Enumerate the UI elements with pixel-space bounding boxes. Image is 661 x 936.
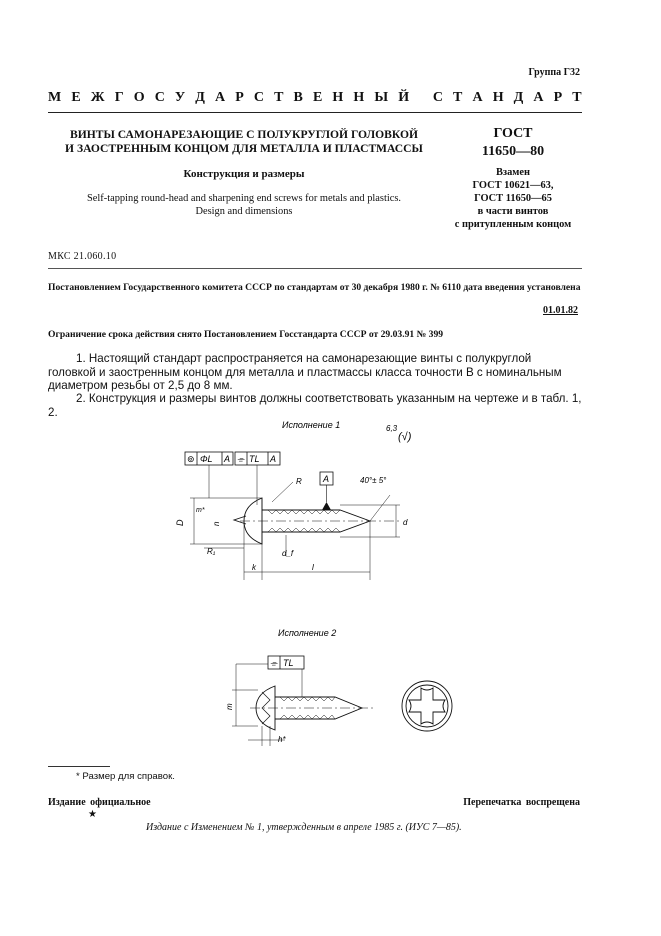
replaces-line: Взамен: [496, 167, 530, 178]
gost-number: 11650—80: [481, 144, 545, 159]
limit-removed-text: Ограничение срока действия снято Постановлением Госстандарта СССР от 29.03.91 № 399: [48, 329, 444, 340]
gost-label: ГОСТ: [493, 126, 533, 141]
label-r: R: [296, 477, 302, 486]
replaces-line: ГОСТ 10621—63,: [472, 180, 554, 191]
label-df: d_f: [282, 549, 294, 558]
cross-recess-view: [402, 681, 452, 731]
banner-letter: А: [472, 90, 483, 105]
banner-letter: Е: [312, 90, 323, 105]
variant-2-label: Исполнение 2: [278, 628, 337, 638]
title-line-1: ВИНТЫ САМОНАРЕЗАЮЩИЕ С ПОЛУКРУГЛОЙ ГОЛОВКОЙ: [69, 128, 419, 141]
banner-letter: Ы: [374, 90, 389, 105]
screw-2-body: [232, 664, 375, 746]
replaces-line: с притупленным концом: [454, 219, 572, 230]
label-m-star: m*: [196, 507, 205, 514]
label-n: n: [212, 521, 221, 526]
paragraph-1: 1. Настоящий стандарт распространяется на самонарезающие винты с полукруглой головкой и заостренным концом для металла и пластмассы класса точности В с номинальным диаметром резьбы от 2,5 до 8 мм.: [48, 352, 562, 393]
mks-code: МКС 21.060.10: [48, 251, 117, 262]
tol-datum-a: A: [224, 454, 231, 464]
label-d: d: [403, 518, 408, 527]
banner-letter: Т: [274, 90, 284, 105]
label-l: l: [312, 563, 314, 572]
datum-triangle: [322, 502, 331, 510]
star-mark: ★: [88, 809, 97, 820]
banner-letter: У: [174, 90, 186, 105]
label-angle: 40°± 5°: [360, 476, 387, 485]
banner-letter: Н: [332, 90, 344, 105]
english-title-line-1: Self-tapping round-head and sharpening end screws for metals and plastics.: [87, 193, 401, 204]
amendment-note: Издание с Изменением № 1, утвержденным в апреле 1985 г. (ИУС 7—85).: [146, 822, 462, 833]
official-edition: Издание официальное: [48, 797, 151, 808]
datum-a-label: A: [323, 474, 330, 484]
roughness-symbol: (√): [398, 431, 412, 443]
banner-letter: А: [533, 90, 544, 105]
label-D: D: [175, 519, 185, 526]
tol-tl-label-2: TL: [283, 658, 294, 668]
banner-letter: Н: [492, 90, 504, 105]
replaces-line: ГОСТ 11650—65: [474, 193, 552, 204]
effective-date: 01.01.82: [543, 305, 578, 316]
banner-letter: С: [432, 90, 443, 105]
banner-letter: Е: [71, 90, 81, 105]
decree-text: Постановлением Государственного комитета СССР по стандартам от 30 декабря 1980 г. № 6110 дата введения установлена: [48, 282, 581, 293]
banner-letter: Ж: [90, 90, 105, 105]
symmetry-icon-2: ⌯: [270, 658, 278, 668]
banner-letter: Н: [353, 90, 365, 105]
banner-letter: Г: [114, 90, 124, 105]
replaces-line: в части винтов: [477, 206, 549, 217]
banner-letter: М: [48, 90, 62, 105]
banner-letter: С: [253, 90, 265, 105]
reprint-prohibited: Перепечатка воспрещена: [463, 797, 580, 808]
paragraph-2: 2. Конструкция и размеры винтов должны соответствовать указанным на чертеже и в табл. 1, 2.: [48, 392, 582, 419]
banner-letter: С: [154, 90, 165, 105]
title-line-2: И ЗАОСТРЕННЫМ КОНЦОМ ДЛЯ МЕТАЛЛА И ПЛАСТМАССЫ: [65, 142, 423, 155]
label-k: k: [252, 563, 256, 572]
footnote: * Размер для справок.: [76, 771, 175, 782]
banner-letter: О: [133, 90, 145, 105]
roughness-value: 6,3: [386, 424, 398, 433]
variant-1-label: Исполнение 1: [282, 420, 341, 430]
document-subtitle: Конструкция и размеры: [183, 168, 305, 180]
tol-tl-label: TL: [249, 454, 260, 464]
symmetry-icon: ⌯: [237, 454, 245, 464]
banner-letter: Р: [235, 90, 244, 105]
banner-letter: Д: [513, 90, 524, 105]
banner-letter: Т: [572, 90, 582, 105]
banner-letter: Р: [553, 90, 563, 105]
banner-letter: Д: [195, 90, 205, 105]
footnote-rule: [48, 766, 110, 767]
tol-datum-a-2: A: [270, 454, 277, 464]
label-r1: R₁: [207, 547, 216, 556]
tol-phi-label: ΦL: [200, 454, 213, 464]
english-title-line-2: Design and dimensions: [195, 206, 293, 217]
label-h-star: h*: [278, 735, 286, 744]
banner-letter: Т: [453, 90, 463, 105]
label-m: m: [225, 703, 234, 710]
banner-letter: В: [293, 90, 303, 105]
banner-letter: Й: [398, 90, 410, 105]
concentricity-icon: ⊚: [187, 454, 195, 464]
group-code: Группа Г32: [528, 67, 580, 78]
banner-letter: А: [215, 90, 226, 105]
